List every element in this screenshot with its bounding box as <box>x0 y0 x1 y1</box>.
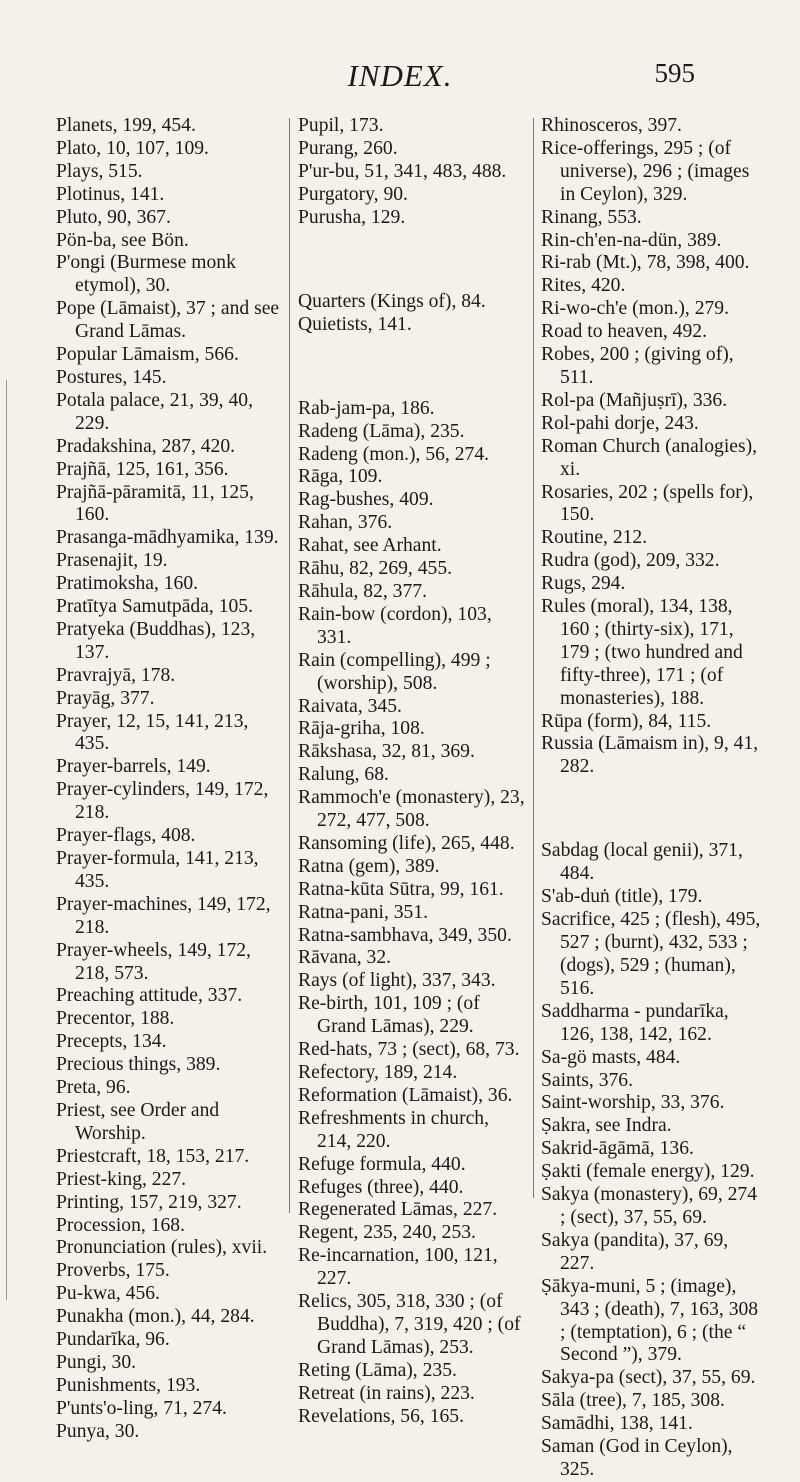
index-entry: Popular Lāmaism, 566. <box>56 344 239 366</box>
index-entry: Ratna-pani, 351. <box>298 901 429 923</box>
index-entry: Rāga, 109. <box>298 466 383 488</box>
index-entry: Rin-ch'en-na-dün, 389. <box>541 229 722 251</box>
index-entry: Prayer-barrels, 149. <box>56 756 211 778</box>
index-entry: Pupil, 173. <box>298 115 384 136</box>
index-entry: Rahat, see Arhant. <box>298 535 442 557</box>
index-entry: Saman (God in Ceylon), 325. <box>541 1436 733 1480</box>
index-entry: Re-birth, 101, 109 ; (of Grand Lāmas), 229. <box>298 993 480 1038</box>
index-entry: Red-hats, 73 ; (sect), 68, 73. <box>298 1039 520 1061</box>
index-entry: Rain-bow (cordon), 103, 331. <box>298 603 492 648</box>
index-entry: Priest-king, 227. <box>56 1168 187 1190</box>
index-entry: Prayer, 12, 15, 141, 213, 435. <box>56 710 249 755</box>
index-entry: Ratna-kūta Sūtra, 99, 161. <box>298 878 504 900</box>
index-entry: Potala palace, 21, 39, 40, 229. <box>56 389 253 434</box>
index-entry: Ṣakra, see Indra. <box>541 1115 672 1137</box>
index-entry: Prayer-machines, 149, 172, 218. <box>56 893 271 938</box>
index-column-1 <box>56 115 283 1444</box>
page-header <box>0 58 800 98</box>
index-entry: Sacrifice, 425 ; (flesh), 495, 527 ; (burnt), 432, 533 ; (dogs), 529 ; (human), 516. <box>541 909 761 999</box>
index-entry: Purgatory, 90. <box>298 183 408 205</box>
index-entry: Pronunciation (rules), xvii. <box>56 1237 268 1259</box>
index-entry: Refuge formula, 440. <box>298 1153 466 1175</box>
index-entry: Rahan, 376. <box>298 512 393 534</box>
index-entry: Ri-rab (Mt.), 78, 398, 400. <box>541 252 750 274</box>
index-entry: Rhinosceros, 397. <box>541 115 682 136</box>
index-entry: Rāvana, 32. <box>298 947 392 969</box>
index-entry: Prayāg, 377. <box>56 687 155 709</box>
index-entry: Reting (Lāma), 235. <box>298 1359 457 1381</box>
index-column-2 <box>298 115 528 1429</box>
index-entry: Rudra (god), 209, 332. <box>541 550 720 572</box>
index-entry: Ralung, 68. <box>298 764 389 786</box>
index-entry: Precentor, 188. <box>56 1008 175 1030</box>
index-entry: Saddharma - pundarīka, 126, 138, 142, 162. <box>541 1000 729 1045</box>
index-entry: Sa-gö masts, 484. <box>541 1046 681 1068</box>
index-entry: Prayer-formula, 141, 213, 435. <box>56 848 259 892</box>
index-entry: Regent, 235, 240, 253. <box>298 1222 476 1244</box>
index-entry: Rice-offerings, 295 ; (of universe), 296 ; (images in Ceylon), 329. <box>541 137 750 205</box>
section-gap <box>541 799 766 821</box>
index-entry: Purang, 260. <box>298 137 398 159</box>
index-entry: Revelations, 56, 165. <box>298 1405 464 1427</box>
index-entry: Precious things, 389. <box>56 1054 221 1076</box>
index-entry: Refreshments in church, 214, 220. <box>298 1107 489 1152</box>
index-entry: Pungi, 30. <box>56 1351 137 1373</box>
index-entry: Re-incarnation, 100, 121, 227. <box>298 1245 498 1290</box>
index-entry: Ratna-sambhava, 349, 350. <box>298 924 512 946</box>
index-entry: Radeng (Lāma), 235. <box>298 420 465 442</box>
index-entry: Radeng (mon.), 56, 274. <box>298 443 490 465</box>
index-entry: Plotinus, 141. <box>56 183 165 205</box>
index-entry: Rag-bushes, 409. <box>298 489 434 511</box>
index-entry: Purusha, 129. <box>298 206 406 228</box>
index-entry: Sakya-pa (sect), 37, 55, 69. <box>541 1367 756 1389</box>
index-entry: Proverbs, 175. <box>56 1260 170 1282</box>
index-entry: Plato, 10, 107, 109. <box>56 137 209 159</box>
index-entry: Pravrajyā, 178. <box>56 664 176 686</box>
index-entry: Relics, 305, 318, 330 ; (of Buddha), 7, 319, 420 ; (of Grand Lāmas), 253. <box>298 1291 521 1358</box>
index-entry: Punakha (mon.), 44, 284. <box>56 1306 255 1328</box>
index-entry: Russia (Lāmaism in), 9, 41, 282. <box>541 733 759 778</box>
index-entry: Prasenajit, 19. <box>56 550 168 572</box>
index-entry: Quietists, 141. <box>298 313 412 335</box>
index-entry: Rab-jam-pa, 186. <box>298 397 435 419</box>
index-entry: Refectory, 189, 214. <box>298 1062 458 1083</box>
index-entry: Saint-worship, 33, 376. <box>541 1092 725 1114</box>
index-entry: Regenerated Lāmas, 227. <box>298 1199 498 1221</box>
index-entry: S'ab-duṅ (title), 179. <box>541 886 703 908</box>
index-entry: Raivata, 345. <box>298 695 402 717</box>
index-entry: Punishments, 193. <box>56 1374 201 1396</box>
section-gap <box>298 356 528 378</box>
index-entry: Road to heaven, 492. <box>541 321 707 343</box>
index-entry: Pradakshina, 287, 420. <box>56 435 236 457</box>
index-entry: Punya, 30. <box>56 1420 140 1442</box>
index-entry: Prasanga-mādhyamika, 139. <box>56 527 279 549</box>
index-entry: Ṣākya-muni, 5 ; (image), 343 ; (death), 7, 163, 308 ; (temptation), 6 ; (the “ Second ”), 379. <box>541 1275 759 1366</box>
index-entry: Preta, 96. <box>56 1077 131 1099</box>
index-entry: Preaching attitude, 337. <box>56 985 243 1007</box>
index-entry: Retreat (in rains), 223. <box>298 1382 475 1404</box>
index-entry: Rāhula, 82, 377. <box>298 580 427 602</box>
index-entry: Rugs, 294. <box>541 573 626 595</box>
index-entry: Printing, 157, 219, 327. <box>56 1191 242 1213</box>
running-title: INDEX. <box>347 58 453 93</box>
index-entry: Saints, 376. <box>541 1069 633 1091</box>
index-entry: Rāja-griha, 108. <box>298 718 425 740</box>
index-entry: Pön-ba, see Bön. <box>56 229 189 251</box>
index-entry: Rinang, 553. <box>541 206 642 228</box>
index-entry: Refuges (three), 440. <box>298 1176 464 1198</box>
index-entry: P'unts'o-ling, 71, 274. <box>56 1397 227 1419</box>
index-entry: Sāla (tree), 7, 185, 308. <box>541 1390 725 1412</box>
index-entry: Plays, 515. <box>56 160 143 182</box>
index-entry: Roman Church (analogies), xi. <box>541 435 758 480</box>
index-entry: Rammoch'e (monastery), 23, 272, 477, 508. <box>298 787 525 832</box>
index-entry: Rays (of light), 337, 343. <box>298 970 496 992</box>
index-entry: Prajñā, 125, 161, 356. <box>56 458 229 480</box>
index-entry: Pundarīka, 96. <box>56 1329 170 1351</box>
index-entry: Sabdag (local genii), 371, 484. <box>541 840 743 885</box>
index-entry: Pratītya Samutpāda, 105. <box>56 596 253 618</box>
index-entry: Rosaries, 202 ; (spells for), 150. <box>541 481 754 526</box>
page-edge-line <box>6 380 7 1300</box>
index-entry: Rites, 420. <box>541 275 626 297</box>
index-entry: Pratimoksha, 160. <box>56 573 199 595</box>
index-entry: P'ongi (Burmese monk etymol), 30. <box>56 252 236 297</box>
index-entry: Pratyeka (Buddhas), 123, 137. <box>56 618 256 663</box>
index-entry: Postures, 145. <box>56 366 167 388</box>
index-entry: Ratna (gem), 389. <box>298 855 440 877</box>
index-entry: Priest, see Order and Worship. <box>56 1099 220 1144</box>
index-entry: Rol-pa (Mañjuṣrī), 336. <box>541 389 728 411</box>
index-entry: Rain (compelling), 499 ; (worship), 508. <box>298 649 491 694</box>
index-entry: Quarters (Kings of), 84. <box>298 290 486 312</box>
index-entry: Rol-pahi dorje, 243. <box>541 412 699 434</box>
index-entry: Rāhu, 82, 269, 455. <box>298 558 453 580</box>
section-gap <box>298 249 528 271</box>
column-rule-right <box>533 118 534 1198</box>
index-entry: Prayer-cylinders, 149, 172, 218. <box>56 779 269 824</box>
index-entry: Samādhi, 138, 141. <box>541 1413 693 1435</box>
column-rule-left <box>289 118 290 1213</box>
index-entry: Ṣakti (female energy), 129. <box>541 1161 755 1183</box>
index-entry: Pope (Lāmaist), 37 ; and see Grand Lāmas. <box>56 298 280 343</box>
index-entry: Sakrid-āgāmā, 136. <box>541 1138 694 1160</box>
index-column-3 <box>541 115 766 1482</box>
index-entry: Rules (moral), 134, 138, 160 ; (thirty-six), 171, 179 ; (two hundred and fifty-three), 171 ; (of monasteries), 188. <box>541 596 743 709</box>
index-entry: Pu-kwa, 456. <box>56 1283 160 1305</box>
index-entry: Robes, 200 ; (giving of), 511. <box>541 344 734 388</box>
index-entry: Sakya (pandita), 37, 69, 227. <box>541 1229 729 1274</box>
index-entry: Ransoming (life), 265, 448. <box>298 832 515 854</box>
index-entry: Rūpa (form), 84, 115. <box>541 710 712 732</box>
index-entry: Prajñā-pāramitā, 11, 125, 160. <box>56 481 254 526</box>
index-entry: Prayer-wheels, 149, 172, 218, 573. <box>56 939 251 984</box>
index-entry: Sakya (monastery), 69, 274 ; (sect), 37, 55, 69. <box>541 1184 758 1228</box>
index-entry: Priestcraft, 18, 153, 217. <box>56 1145 250 1167</box>
index-entry: Ri-wo-ch'e (mon.), 279. <box>541 298 729 320</box>
page-number: 595 <box>654 58 695 88</box>
index-entry: Procession, 168. <box>56 1214 185 1236</box>
index-entry: Rākshasa, 32, 81, 369. <box>298 741 475 763</box>
index-entry: P'ur-bu, 51, 341, 483, 488. <box>298 160 507 182</box>
index-entry: Pluto, 90, 367. <box>56 206 171 228</box>
index-entry: Planets, 199, 454. <box>56 115 196 136</box>
index-entry: Prayer-flags, 408. <box>56 825 196 847</box>
index-entry: Routine, 212. <box>541 527 648 549</box>
index-entry: Reformation (Lāmaist), 36. <box>298 1084 513 1106</box>
index-entry: Precepts, 134. <box>56 1031 167 1053</box>
